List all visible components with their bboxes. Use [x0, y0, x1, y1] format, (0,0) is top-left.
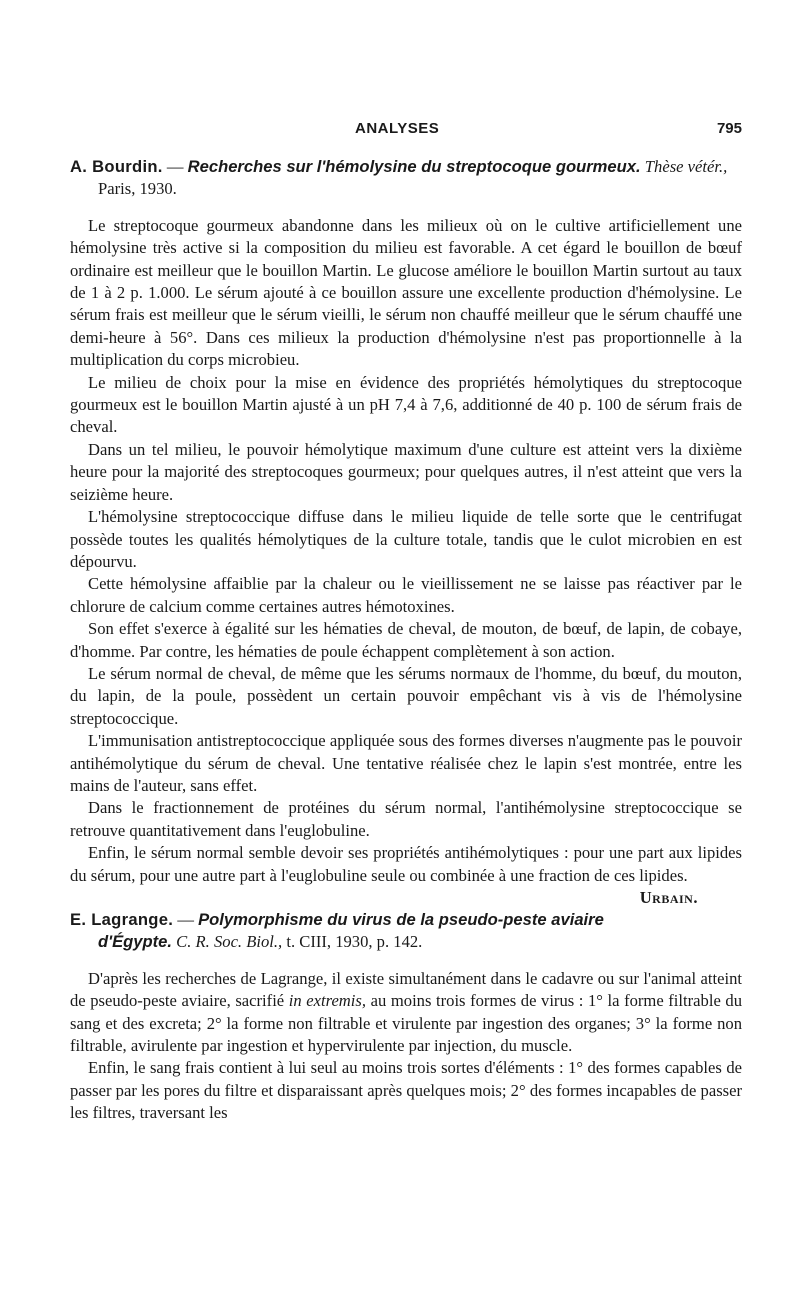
paragraph: Le sérum normal de cheval, de même que les sérums normaux de l'homme, du bœuf, du mouton, du lapin, de la poule, possèdent un certain pouvoir empêchant vis à vis de l'hémolysine streptococcique. [70, 663, 742, 728]
paragraph: Son effet s'exerce à égalité sur les hématies de cheval, de mouton, de bœuf, de lapin, de cobaye, d'homme. Par contre, les hématies de poule échappent complètement à son action. [70, 619, 742, 661]
entry2-ref-rest: t. CIII, 1930, p. 142. [286, 932, 423, 952]
paragraph: Dans un tel milieu, le pouvoir hémolytique maximum d'une culture est atteint vers la dixième heure pour la majorité des streptocoques gourmeux; pour quelques autres, il n'est atteint que vers la seizième heure. [70, 439, 742, 504]
entry2-ref-italic: C. R. Soc. Biol., [176, 932, 283, 952]
entry2-author: E. Lagrange. [70, 910, 174, 929]
paragraph [70, 968, 742, 1058]
entry2-title: Polymorphisme du virus de la pseudo-peste aviaire d'Égypte. [98, 910, 604, 952]
paragraph: L'immunisation antistreptococcique appliquée sous des formes diverses n'augmente pas le pouvoir antihémolytique du sérum de cheval. Une tentative réalisée chez le lapin s'est montrée, entre les mains de l'auteur, sans effet. [70, 731, 742, 795]
running-title: ANALYSES [355, 120, 440, 137]
entry1-author: A. Bourdin. [70, 157, 163, 176]
paragraph-italic: in extremis, [288, 991, 367, 1011]
entry2-heading [70, 909, 742, 954]
paragraph: Le streptocoque gourmeux abandonne dans les milieux où on le cultive artificiellement une hémolysine très active si la composition du milieu est favorable. A cet égard le bouillon de bœuf ordinaire est meilleur que le bouillon Martin. Le glucose améliore le bouillon Martin surtout au taux de 1 à 2 p. 1.000. Le sérum ajouté à ce bouillon assure une excellente production d'hémolysine. Le sérum frais est meilleur que le sérum vieilli, le sérum non chauffé meilleur que le sérum chauffé une demi-heure à 56°. Dans ces milieux la production d'hémolysine n'est pas proportionnelle à la multiplication du corps microbieu. [70, 215, 742, 370]
paragraph: Enfin, le sang frais contient à lui seul au moins trois sortes d'éléments : 1° des formes capables de passer par les pores du filtre et disparaissant après quelques mois; 2° des formes incapables de passer les filtres, traversant les [70, 1058, 742, 1123]
page-number: 795 [716, 120, 742, 137]
entry1-heading [70, 156, 742, 201]
reviewer-signature: Urbain. [639, 888, 698, 907]
paragraph: Le milieu de choix pour la mise en évidence des propriétés hémolytiques du streptocoque gourmeux est le bouillon Martin ajusté à un pH 7,4 à 7,6, additionné de 40 p. 100 de sérum frais de cheval. [70, 372, 742, 437]
entry1-body [70, 215, 742, 907]
entry1-dash: — [166, 157, 184, 176]
last-paragraph [70, 842, 742, 907]
running-header [70, 118, 742, 142]
last-paragraph-text: Enfin, le sérum normal semble devoir ses propriétés antihémolytiques : pour une part aux lipides du sérum, pour une autre part à l'euglobuline seule ou combinée à une fraction de ces lipides. [70, 843, 742, 885]
entry1-ref-rest: Paris, 1930. [98, 179, 177, 199]
paragraph: Cette hémolysine affaiblie par la chaleur ou le vieillissement ne se laisse pas réactiver par le chlorure de calcium comme certaines autres hémotoxines. [70, 574, 742, 616]
entry1-ref-italic: Thèse vétér., [644, 157, 728, 176]
entry1-title: Recherches sur l'hémolysine du streptocoque gourmeux. [187, 157, 641, 176]
paragraph-text: au moins trois formes de virus : 1° la forme filtrable du sang et des excreta; 2° la forme non filtrable et virulente par ingestion des organes; 3° la forme non filtrable, avirulente par ingestion et hypervirulente par injection, du muscle. [70, 991, 742, 1056]
paragraph: Dans le fractionnement de protéines du sérum normal, l'antihémolysine streptococcique se retrouve quantitativement dans l'euglobuline. [70, 798, 742, 840]
entry2-body [70, 968, 742, 1125]
journal-page [70, 118, 742, 1125]
paragraph-text: D'après les recherches de Lagrange, il existe simultanément dans le cadavre ou sur l'animal atteint de pseudo-peste aviaire, sacrifié [70, 968, 742, 1011]
entry2-dash: — [177, 910, 194, 929]
paragraph: L'hémolysine streptococcique diffuse dans le milieu liquide de telle sorte que le centrifugat possède toutes les qualités hémolytiques de la culture totale, tandis que le culot microbien en est dépourvu. [70, 507, 742, 571]
